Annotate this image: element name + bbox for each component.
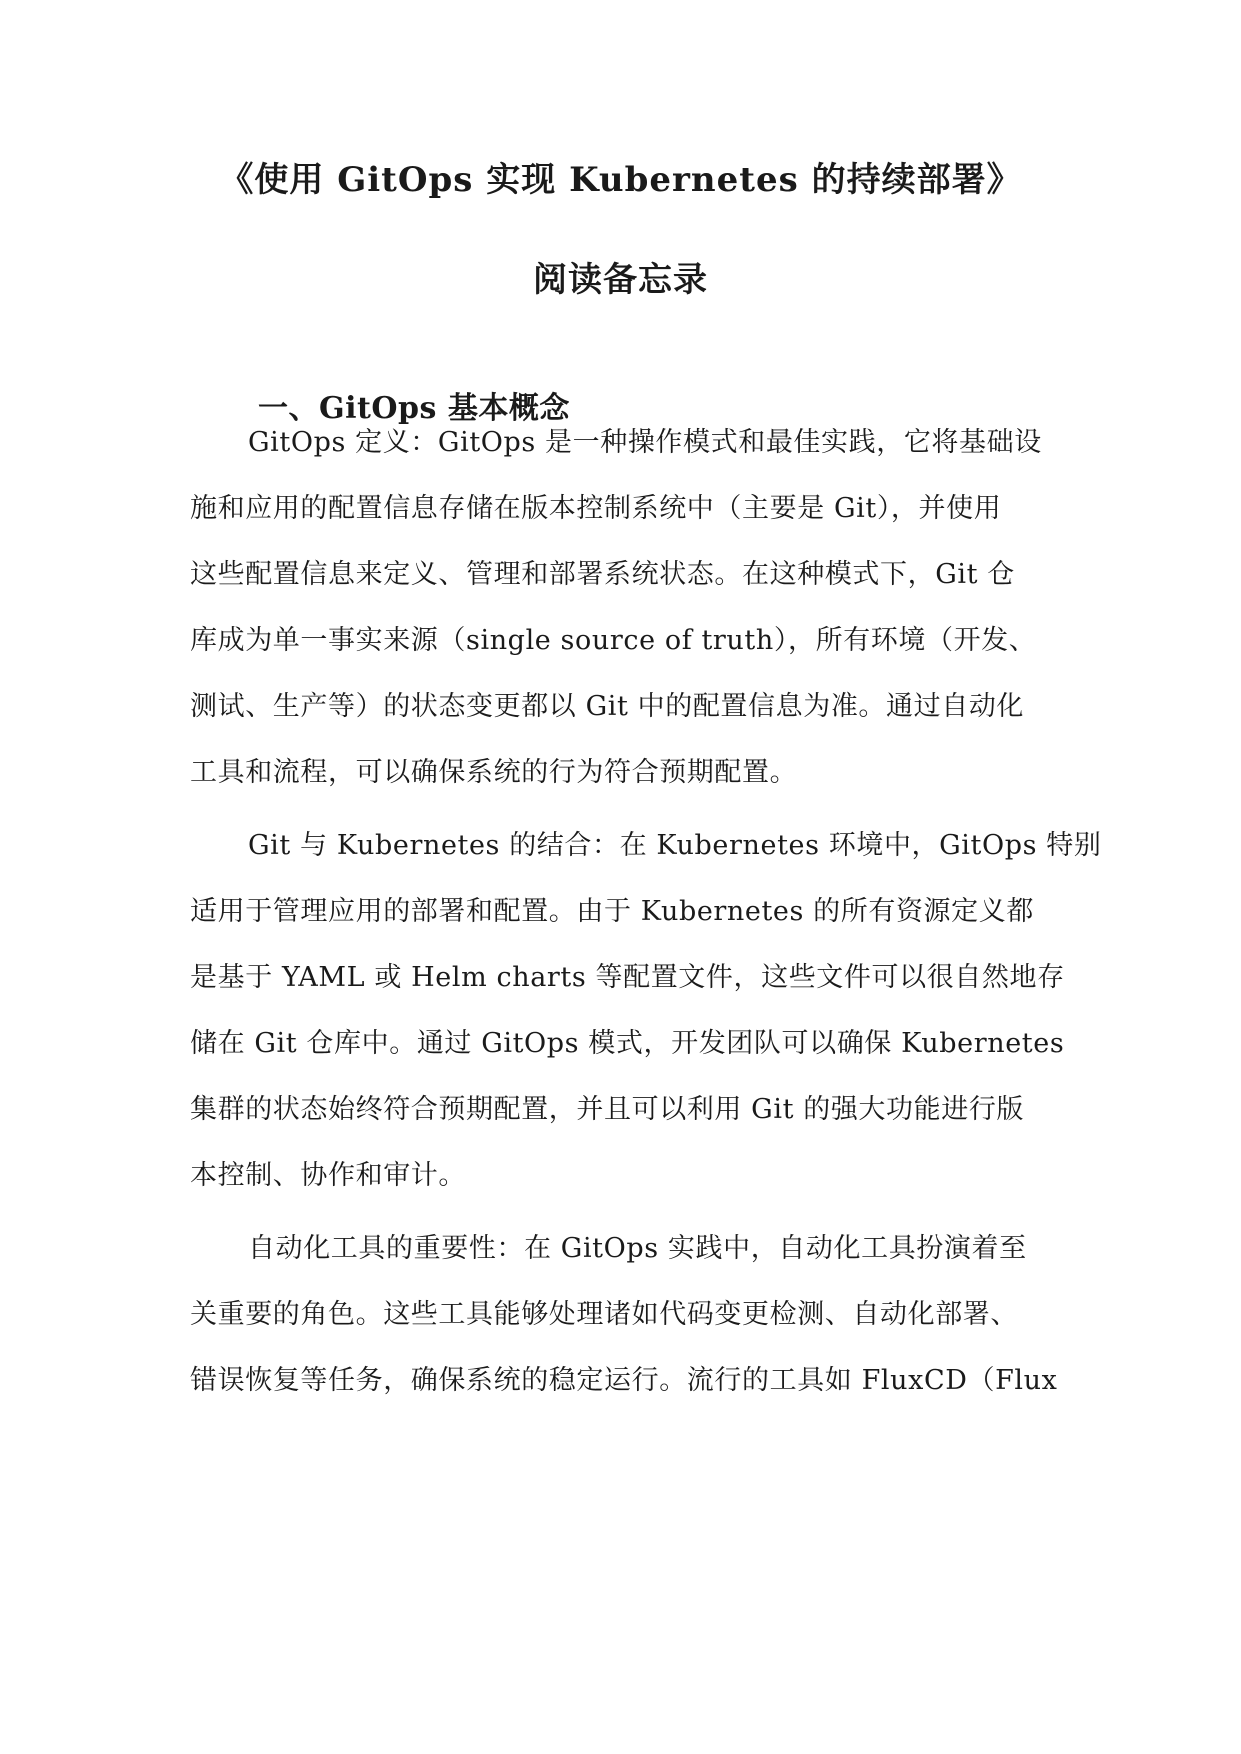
paragraph-line: 储在 Git 仓库中。通过 GitOps 模式，开发团队可以确保 Kubernetes <box>190 1028 1065 1059</box>
paragraph-line: 库成为单一事实来源（single source of truth），所有环境（开发、 <box>190 625 1037 656</box>
paragraph-line: 关重要的角色。这些工具能够处理诸如代码变更检测、自动化部署、 <box>190 1299 1018 1330</box>
paragraph-line: GitOps 定义：GitOps 是一种操作模式和最佳实践，它将基础设 <box>248 427 1042 458</box>
paragraph-line: 这些配置信息来定义、管理和部署系统状态。在这种模式下，Git 仓 <box>190 559 1015 590</box>
paragraph-line: 集群的状态始终符合预期配置，并且可以利用 Git 的强大功能进行版 <box>190 1094 1025 1125</box>
paragraph-line: 适用于管理应用的部署和配置。由于 Kubernetes 的所有资源定义都 <box>190 896 1034 927</box>
paragraph-line: 自动化工具的重要性：在 GitOps 实践中，自动化工具扮演着至 <box>248 1233 1027 1264</box>
paragraph-line: 本控制、协作和审计。 <box>190 1160 466 1191</box>
section-heading: 一、GitOps 基本概念 <box>258 391 570 426</box>
paragraph-line: 是基于 YAML 或 Helm charts 等配置文件，这些文件可以很自然地存 <box>190 962 1065 993</box>
paragraph-line: 测试、生产等）的状态变更都以 Git 中的配置信息为准。通过自动化 <box>190 691 1025 722</box>
paragraph-line: 施和应用的配置信息存储在版本控制系统中（主要是 Git），并使用 <box>190 493 1002 524</box>
document-title: 《使用 GitOps 实现 Kubernetes 的持续部署》 <box>219 160 1022 200</box>
paragraph-line: 错误恢复等任务，确保系统的稳定运行。流行的工具如 FluxCD（Flux <box>190 1365 1058 1396</box>
paragraph-line: 工具和流程，可以确保系统的行为符合预期配置。 <box>190 757 798 788</box>
document-subtitle: 阅读备忘录 <box>533 260 708 300</box>
paragraph-line: Git 与 Kubernetes 的结合：在 Kubernetes 环境中，GitOps 特别 <box>248 830 1102 861</box>
